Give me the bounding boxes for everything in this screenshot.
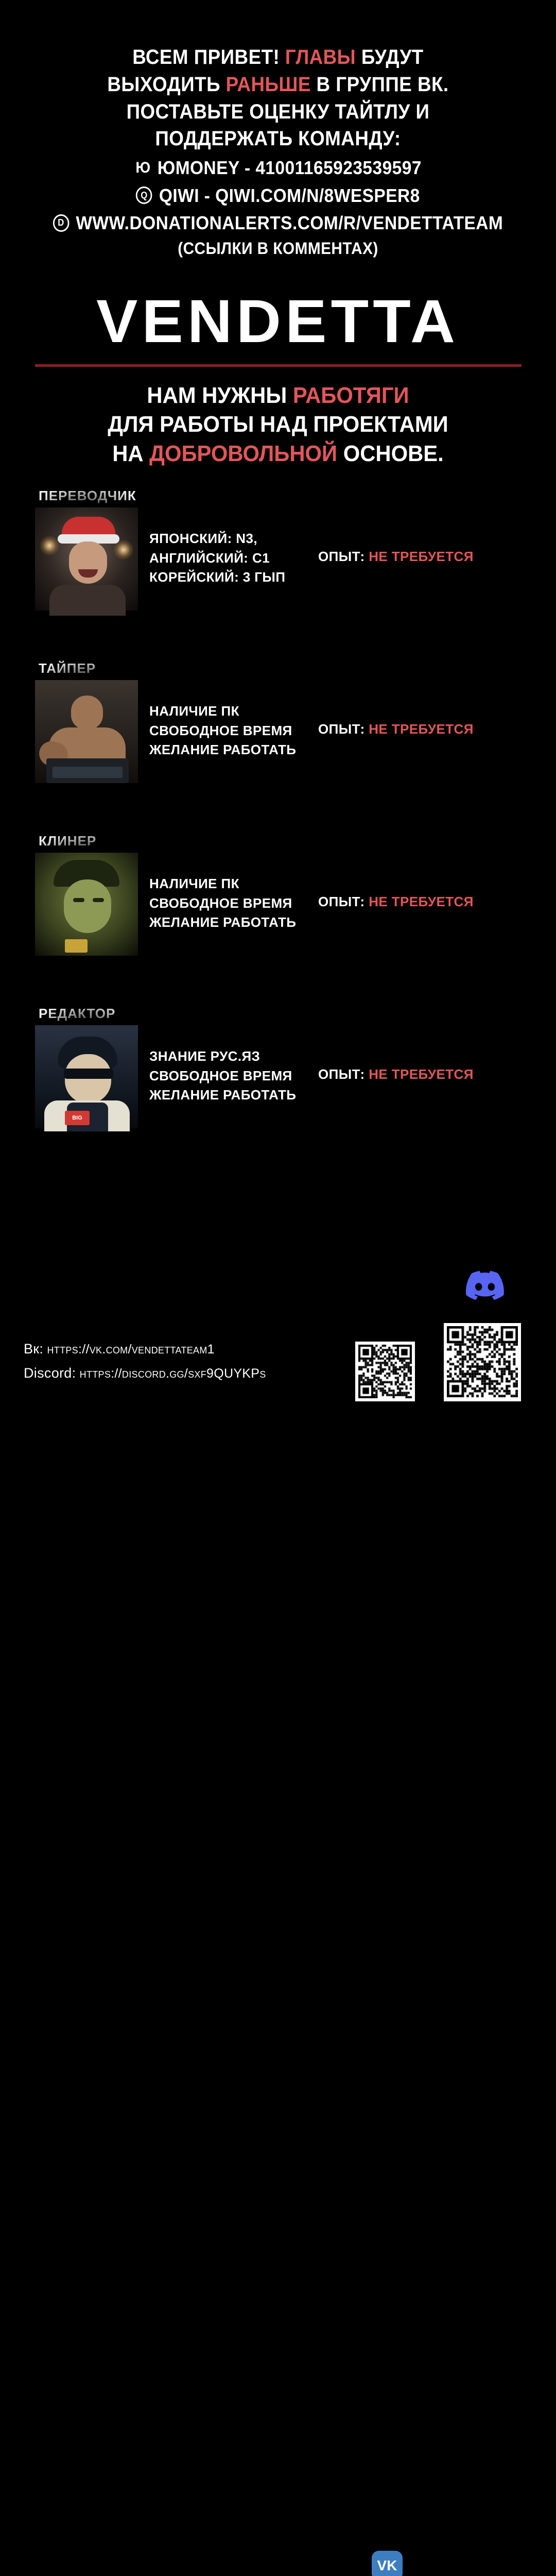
vk-icon-glyph: VK [377,2557,397,2573]
role-title: РЕДАКТОР [39,1005,116,1021]
role-requirements [149,702,296,760]
avatar-typer [35,680,138,783]
experience-value: НЕ ТРЕБУЕТСЯ [369,1066,474,1082]
announcement-line-2 [22,98,534,126]
experience-label: ОПЫТ: [318,548,369,564]
announcement-line-0 [22,44,534,71]
requirement-line-2: КОРЕЙСКИЙ: 3 ГЫП [149,569,286,585]
role-experience [318,1066,474,1082]
role-row [0,488,556,660]
announcement-note [20,238,536,259]
payment-text-0: ЮMONEY - 41001165923539597 [157,157,422,179]
footer-discord-label: Discord: [24,1365,76,1381]
plain-text: ДЛЯ РАБОТЫ НАД ПРОЕКТАМИ [108,412,448,437]
payment-text-2: WWW.DONATIONALERTS.COM/R/VENDETTATEAM [76,212,503,234]
payment-line-1 [20,183,536,208]
recruit-line-2 [14,439,542,468]
footer-discord-line [24,1361,266,1385]
experience-label: ОПЫТ: [318,893,369,909]
role-row [0,660,556,833]
highlight-text: РАБОТЯГИ [292,382,409,408]
footer-vk-line [24,1337,266,1361]
requirement-line-1: СВОБОДНОЕ ВРЕМЯ [149,1067,292,1083]
recruit-line-1 [14,410,542,439]
experience-value: НЕ ТРЕБУЕТСЯ [369,548,474,564]
role-row [0,833,556,1006]
experience-value: НЕ ТРЕБУЕТСЯ [369,721,474,737]
plain-text: ОСНОВЕ. [337,440,444,466]
footer-vk-url[interactable]: https://vk.com/vendettateam1 [47,1342,215,1357]
role-requirements [149,1047,296,1105]
donationalerts-icon: D [53,214,70,232]
role-experience [318,894,474,910]
recruit-line-0 [14,381,542,410]
vk-icon[interactable] [372,2551,403,2576]
plain-text: ВСЕМ ПРИВЕТ! [132,46,285,69]
plain-text: ВЫХОДИТЬ [107,73,226,96]
role-experience [318,721,474,737]
avatar-translator [35,507,138,611]
experience-label: ОПЫТ: [318,721,369,737]
experience-label: ОПЫТ: [318,1066,369,1082]
plain-text: НАМ НУЖНЫ [147,382,293,408]
avatar-editor: BIG [35,1025,138,1128]
roles-list [0,488,556,1178]
requirement-line-0: ЯПОНСКИЙ: N3, [149,530,257,546]
requirement-line-2: ЖЕЛАНИЕ РАБОТАТЬ [149,1087,297,1103]
announcement-lines [0,44,556,152]
brand-divider [35,364,522,367]
qiwi-icon: Q [136,187,152,204]
brand-title: VENDETTA [96,287,460,355]
announcement-line-3 [22,125,534,152]
plain-text: В ГРУППЕ ВК. [310,73,449,96]
announcement-line-1 [22,71,534,98]
requirement-line-1: СВОБОДНОЕ ВРЕМЯ [149,722,292,738]
payment-lines [0,156,556,235]
announcement-block [0,0,556,259]
plain-text: НА [112,440,150,466]
highlight-text: ГЛАВЫ [285,46,356,69]
qr-code-vk[interactable] [355,1342,415,1401]
yoomoney-icon: Ю [135,159,150,177]
payment-line-2 [20,211,536,235]
highlight-text: ДОБРОВОЛЬНОЙ [149,440,338,466]
payment-text-1: QIWI - QIWI.COM/N/8WESPER8 [159,184,420,206]
requirement-line-2: ЖЕЛАНИЕ РАБОТАТЬ [149,742,297,758]
discord-icon[interactable] [466,1270,504,1300]
role-title: ТАЙПЕР [39,660,96,676]
recruit-headline [14,381,542,468]
qr-code-discord[interactable] [444,1323,521,1401]
role-experience [318,549,474,565]
footer-vk-label: Вк: [24,1341,44,1357]
footer-links [24,1337,266,1386]
plain-text: БУДУТ [356,46,424,69]
requirement-line-0: НАЛИЧИЕ ПК [149,875,239,891]
payment-line-0 [20,156,536,180]
highlight-text: РАНЬШЕ [225,73,311,96]
requirement-line-1: АНГЛИЙСКИЙ: C1 [149,550,270,566]
role-requirements [149,874,296,933]
experience-value: НЕ ТРЕБУЕТСЯ [369,893,474,909]
avatar-cleaner [35,853,138,956]
requirement-line-2: ЖЕЛАНИЕ РАБОТАТЬ [149,914,297,930]
requirement-line-0: ЗНАНИЕ РУС.ЯЗ [149,1048,260,1064]
footer-discord-url[interactable]: https://discord.gg/sxf9QUYKPs [79,1366,266,1381]
role-requirements [149,529,285,587]
role-title: КЛИНЕР [39,833,97,849]
requirement-line-0: НАЛИЧИЕ ПК [149,703,239,719]
brand-block [0,287,556,367]
role-row [0,1006,556,1178]
role-title: ПЕРЕВОДЧИК [39,487,136,503]
requirement-line-1: СВОБОДНОЕ ВРЕМЯ [149,895,292,911]
plain-text: ПОДДЕРЖАТЬ КОМАНДУ: [155,127,401,150]
plain-text: ПОСТАВЬТЕ ОЦЕНКУ ТАЙТЛУ И [126,100,430,123]
announcement-note-text: (ССЫЛКИ В КОММЕНТАХ) [178,239,378,258]
